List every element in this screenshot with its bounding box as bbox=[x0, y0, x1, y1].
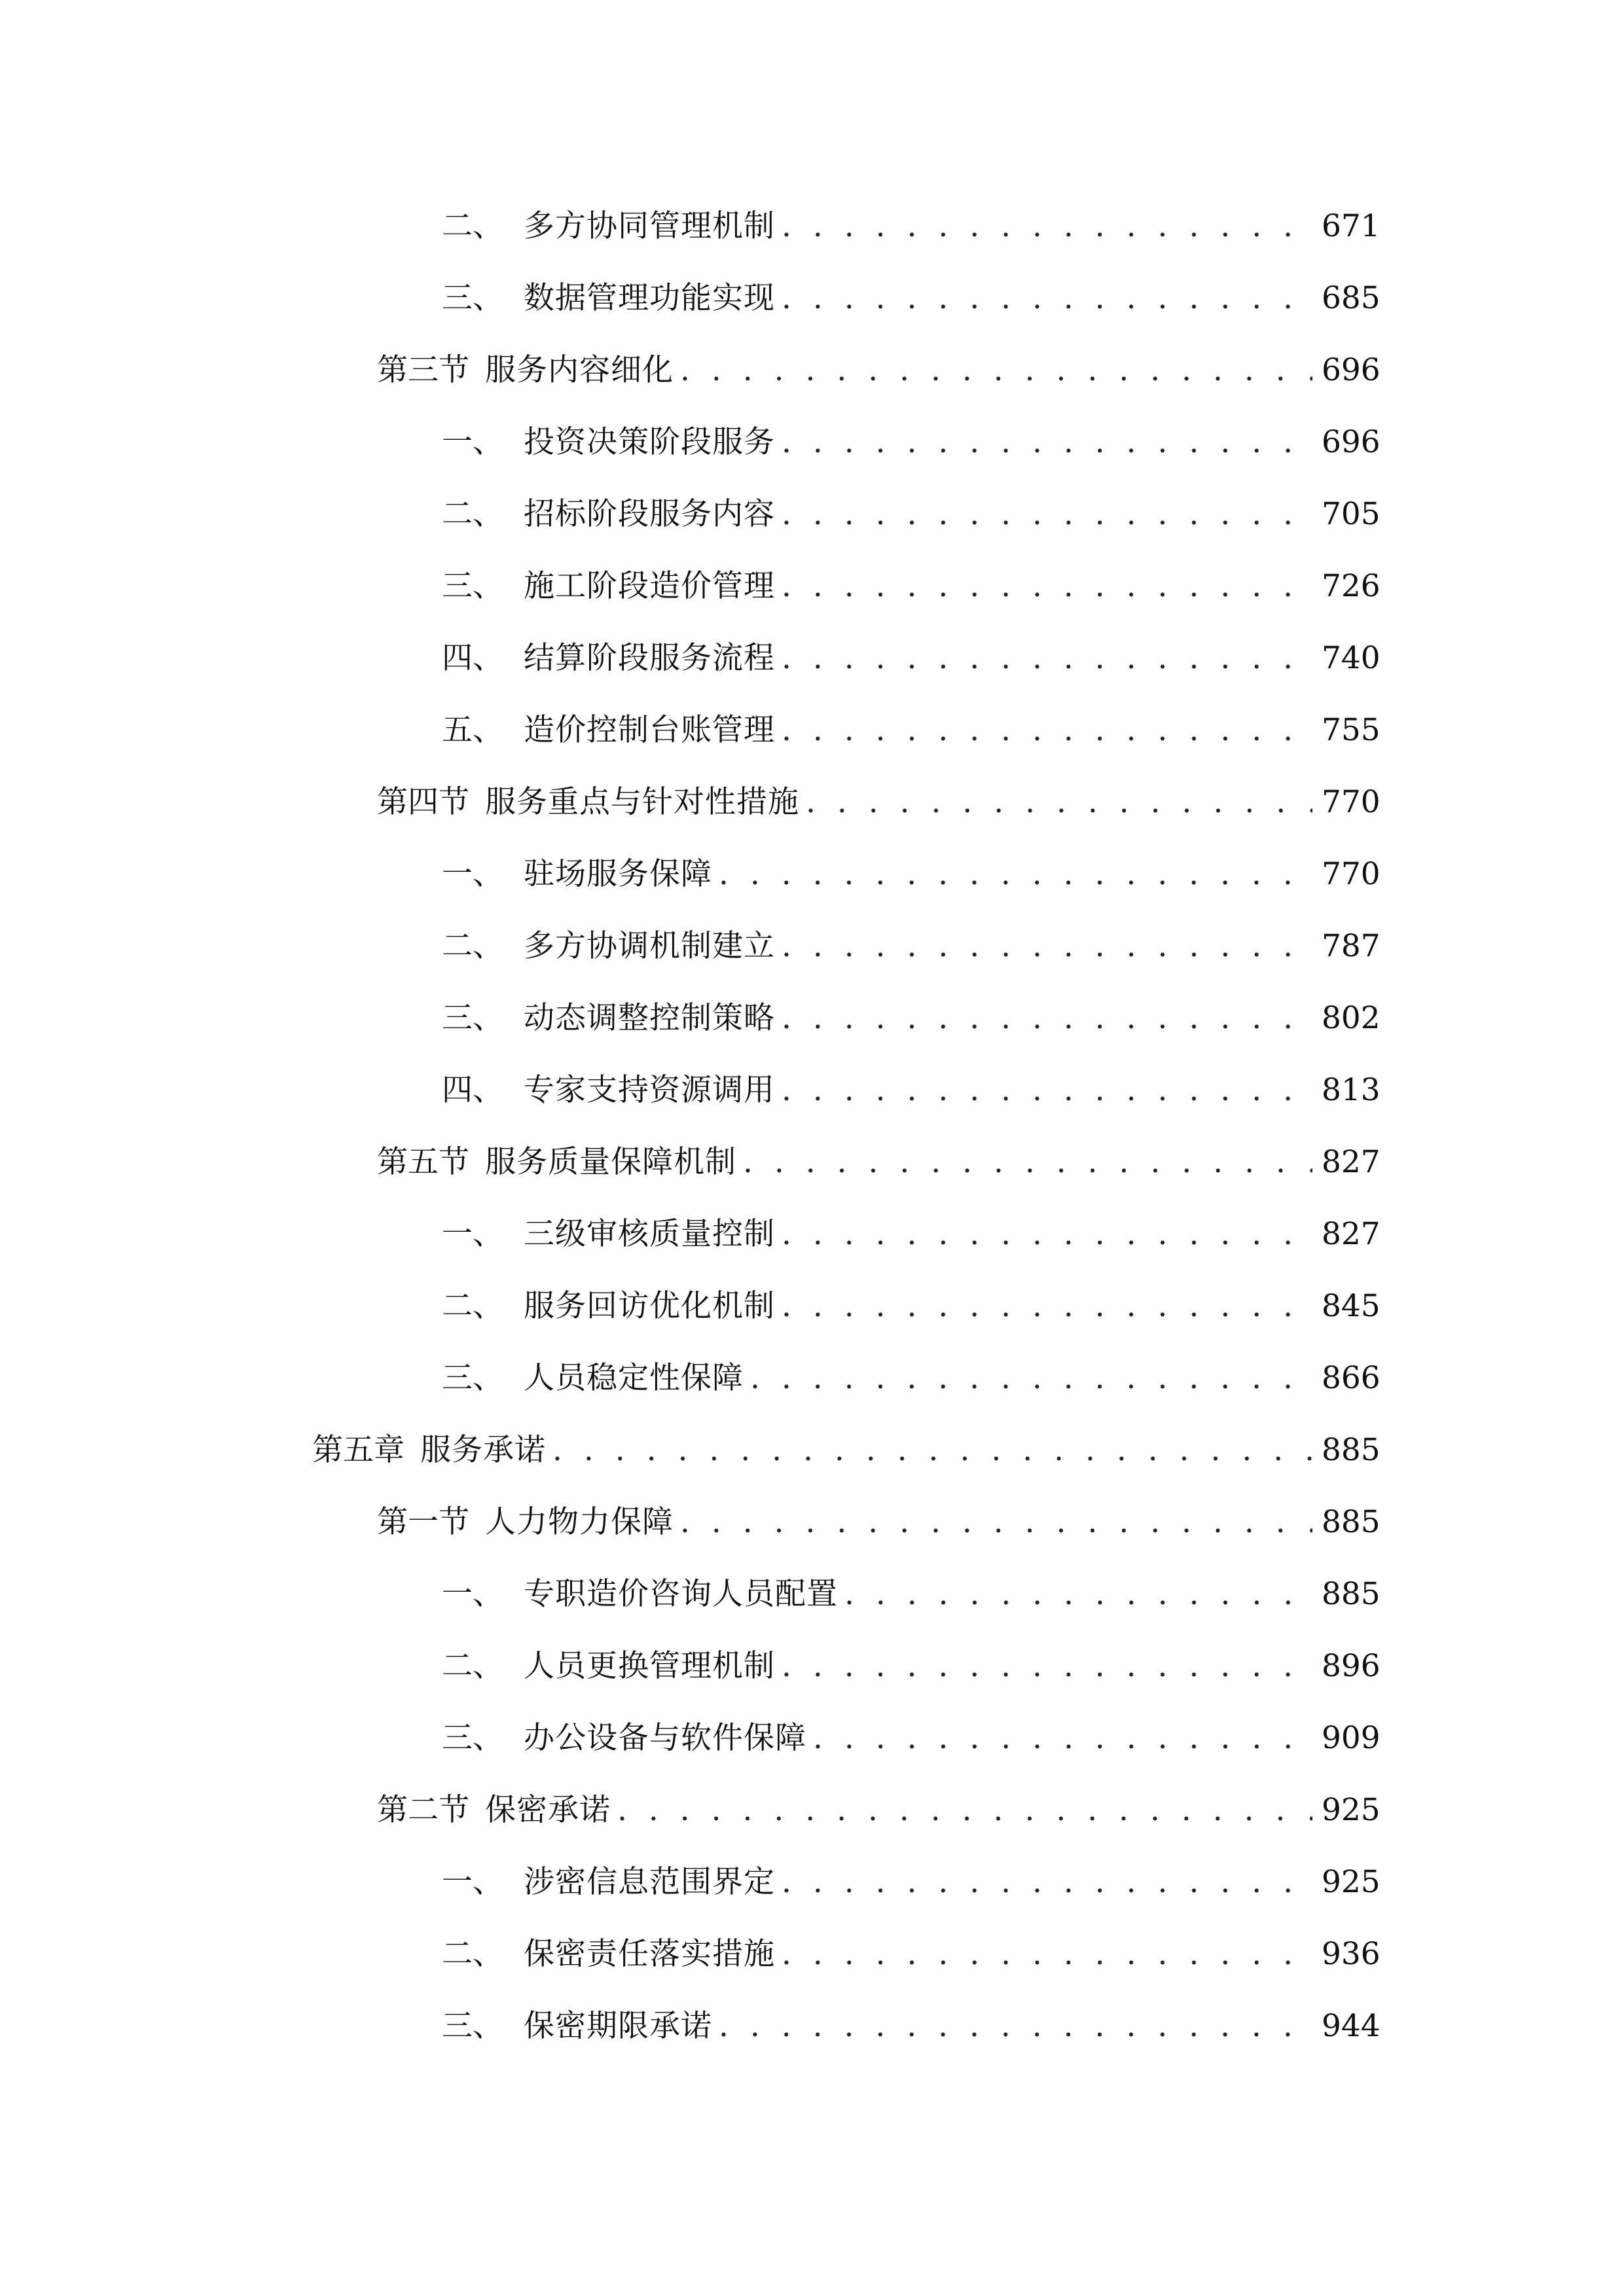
toc-entry-title: 施工阶段造价管理 bbox=[524, 567, 775, 604]
toc-entry-numeral: 二、 bbox=[442, 1287, 503, 1324]
toc-entry-numeral: 五、 bbox=[442, 711, 503, 748]
toc-entry[interactable] bbox=[0, 1486, 1624, 1558]
toc-entry-title: 人员稳定性保障 bbox=[524, 1359, 744, 1396]
toc-dot-leader bbox=[719, 859, 1312, 889]
toc-entry-numeral: 第三节 bbox=[377, 351, 469, 388]
toc-entry-page-number: 813 bbox=[1322, 1071, 1380, 1108]
toc-entry-page-number: 770 bbox=[1322, 855, 1380, 892]
toc-entry[interactable] bbox=[0, 1558, 1624, 1630]
toc-entry[interactable] bbox=[0, 910, 1624, 982]
table-of-contents bbox=[0, 190, 1624, 2062]
toc-entry-page-number: 909 bbox=[1322, 1719, 1380, 1756]
toc-dot-leader bbox=[743, 1147, 1312, 1177]
toc-entry-title: 涉密信息范围界定 bbox=[524, 1863, 775, 1900]
toc-entry-page-number: 885 bbox=[1322, 1431, 1380, 1468]
toc-entry-title: 动态调整控制策略 bbox=[524, 999, 775, 1036]
toc-entry[interactable] bbox=[0, 1846, 1624, 1918]
toc-entry-page-number: 896 bbox=[1322, 1647, 1380, 1684]
toc-dot-leader bbox=[813, 1723, 1312, 1753]
toc-entry[interactable] bbox=[0, 766, 1624, 838]
toc-entry-numeral: 第四节 bbox=[377, 783, 469, 820]
toc-entry-numeral: 第一节 bbox=[377, 1503, 469, 1540]
toc-dot-leader bbox=[782, 1651, 1312, 1681]
toc-dot-leader bbox=[680, 1507, 1312, 1537]
toc-entry-title: 服务质量保障机制 bbox=[485, 1143, 736, 1180]
toc-entry-numeral: 二、 bbox=[442, 927, 503, 964]
toc-entry-title: 保密期限承诺 bbox=[524, 2007, 712, 2044]
toc-entry-title: 驻场服务保障 bbox=[524, 855, 712, 892]
toc-entry-numeral: 四、 bbox=[442, 1071, 503, 1108]
toc-entry[interactable] bbox=[0, 190, 1624, 262]
toc-entry[interactable] bbox=[0, 406, 1624, 478]
toc-entry-page-number: 740 bbox=[1322, 639, 1380, 676]
toc-entry-numeral: 二、 bbox=[442, 1935, 503, 1972]
toc-dot-leader bbox=[782, 931, 1312, 961]
toc-entry-numeral: 三、 bbox=[442, 2007, 503, 2044]
toc-dot-leader bbox=[680, 355, 1312, 386]
toc-entry-title: 专家支持资源调用 bbox=[524, 1071, 775, 1108]
toc-dot-leader bbox=[782, 1291, 1312, 1321]
toc-entry-page-number: 827 bbox=[1322, 1215, 1380, 1252]
toc-entry-title: 人力物力保障 bbox=[485, 1503, 674, 1540]
toc-entry[interactable] bbox=[0, 838, 1624, 910]
toc-entry[interactable] bbox=[0, 478, 1624, 550]
toc-entry-page-number: 696 bbox=[1322, 423, 1380, 460]
toc-entry-page-number: 802 bbox=[1322, 999, 1380, 1036]
toc-entry[interactable] bbox=[0, 622, 1624, 694]
toc-entry-page-number: 705 bbox=[1322, 495, 1380, 532]
toc-entry-title: 造价控制台账管理 bbox=[524, 711, 775, 748]
toc-entry[interactable] bbox=[0, 1774, 1624, 1846]
toc-entry[interactable] bbox=[0, 1126, 1624, 1198]
toc-dot-leader bbox=[750, 1363, 1312, 1393]
toc-entry-page-number: 885 bbox=[1322, 1503, 1380, 1540]
toc-entry[interactable] bbox=[0, 550, 1624, 622]
toc-entry[interactable] bbox=[0, 1414, 1624, 1486]
toc-entry-numeral: 三、 bbox=[442, 567, 503, 604]
toc-dot-leader bbox=[617, 1795, 1312, 1825]
toc-entry-numeral: 四、 bbox=[442, 639, 503, 676]
toc-dot-leader bbox=[782, 499, 1312, 529]
toc-dot-leader bbox=[782, 283, 1312, 314]
toc-entry-numeral: 第五章 bbox=[312, 1431, 405, 1468]
toc-entry-page-number: 787 bbox=[1322, 927, 1380, 964]
toc-entry-numeral: 二、 bbox=[442, 495, 503, 532]
toc-dot-leader bbox=[552, 1435, 1312, 1465]
toc-entry-numeral: 一、 bbox=[442, 855, 503, 892]
toc-entry-title: 人员更换管理机制 bbox=[524, 1647, 775, 1684]
toc-entry-page-number: 827 bbox=[1322, 1143, 1380, 1180]
toc-entry-numeral: 第五节 bbox=[377, 1143, 469, 1180]
toc-entry[interactable] bbox=[0, 1270, 1624, 1342]
toc-entry-title: 多方协调机制建立 bbox=[524, 927, 775, 964]
toc-dot-leader bbox=[782, 1867, 1312, 1897]
toc-entry-page-number: 671 bbox=[1322, 207, 1380, 244]
toc-dot-leader bbox=[782, 1219, 1312, 1249]
toc-entry-page-number: 925 bbox=[1322, 1863, 1380, 1900]
toc-entry[interactable] bbox=[0, 982, 1624, 1054]
toc-entry[interactable] bbox=[0, 334, 1624, 406]
toc-entry-numeral: 一、 bbox=[442, 423, 503, 460]
toc-entry-numeral: 三、 bbox=[442, 279, 503, 316]
toc-dot-leader bbox=[719, 2011, 1312, 2041]
toc-entry-title: 数据管理功能实现 bbox=[524, 279, 775, 316]
toc-entry-title: 服务内容细化 bbox=[485, 351, 674, 388]
toc-entry[interactable] bbox=[0, 1918, 1624, 1990]
toc-entry-numeral: 三、 bbox=[442, 999, 503, 1036]
toc-entry-title: 服务重点与针对性措施 bbox=[485, 783, 799, 820]
toc-entry[interactable] bbox=[0, 694, 1624, 766]
toc-entry-title: 多方协同管理机制 bbox=[524, 207, 775, 244]
toc-dot-leader bbox=[782, 1075, 1312, 1105]
toc-entry-numeral: 二、 bbox=[442, 1647, 503, 1684]
toc-entry-page-number: 696 bbox=[1322, 351, 1380, 388]
toc-entry-page-number: 685 bbox=[1322, 279, 1380, 316]
toc-entry-title: 招标阶段服务内容 bbox=[524, 495, 775, 532]
toc-entry-page-number: 944 bbox=[1322, 2007, 1380, 2044]
toc-entry-page-number: 925 bbox=[1322, 1791, 1380, 1828]
toc-dot-leader bbox=[782, 1939, 1312, 1969]
toc-dot-leader bbox=[782, 211, 1312, 242]
toc-entry-title: 保密承诺 bbox=[485, 1791, 611, 1828]
toc-entry-title: 保密责任落实措施 bbox=[524, 1935, 775, 1972]
toc-entry-page-number: 726 bbox=[1322, 567, 1380, 604]
toc-entry-numeral: 第二节 bbox=[377, 1791, 469, 1828]
toc-entry-page-number: 770 bbox=[1322, 783, 1380, 820]
toc-dot-leader bbox=[782, 1003, 1312, 1033]
toc-entry[interactable] bbox=[0, 1630, 1624, 1702]
toc-entry-page-number: 866 bbox=[1322, 1359, 1380, 1396]
toc-entry[interactable] bbox=[0, 1198, 1624, 1270]
toc-dot-leader bbox=[806, 787, 1312, 817]
toc-entry-page-number: 885 bbox=[1322, 1575, 1380, 1612]
toc-dot-leader bbox=[782, 715, 1312, 745]
toc-entry-numeral: 一、 bbox=[442, 1575, 503, 1612]
toc-dot-leader bbox=[844, 1579, 1312, 1609]
toc-entry-title: 结算阶段服务流程 bbox=[524, 639, 775, 676]
toc-entry-numeral: 三、 bbox=[442, 1719, 503, 1756]
toc-dot-leader bbox=[782, 427, 1312, 457]
toc-entry-title: 三级审核质量控制 bbox=[524, 1215, 775, 1252]
toc-entry-title: 投资决策阶段服务 bbox=[524, 423, 775, 460]
toc-entry[interactable] bbox=[0, 1342, 1624, 1414]
toc-entry[interactable] bbox=[0, 1702, 1624, 1774]
toc-entry-title: 服务回访优化机制 bbox=[524, 1287, 775, 1324]
toc-entry[interactable] bbox=[0, 262, 1624, 334]
toc-entry[interactable] bbox=[0, 1054, 1624, 1126]
toc-entry-page-number: 755 bbox=[1322, 711, 1380, 748]
toc-entry-title: 办公设备与软件保障 bbox=[524, 1719, 806, 1756]
toc-entry-numeral: 三、 bbox=[442, 1359, 503, 1396]
toc-entry-page-number: 845 bbox=[1322, 1287, 1380, 1324]
toc-entry-page-number: 936 bbox=[1322, 1935, 1380, 1972]
toc-entry-numeral: 一、 bbox=[442, 1215, 503, 1252]
toc-dot-leader bbox=[782, 643, 1312, 673]
toc-entry-title: 专职造价咨询人员配置 bbox=[524, 1575, 838, 1612]
toc-entry-numeral: 一、 bbox=[442, 1863, 503, 1900]
toc-entry-numeral: 二、 bbox=[442, 207, 503, 244]
toc-dot-leader bbox=[782, 571, 1312, 601]
toc-entry[interactable] bbox=[0, 1990, 1624, 2062]
toc-entry-title: 服务承诺 bbox=[420, 1431, 546, 1468]
